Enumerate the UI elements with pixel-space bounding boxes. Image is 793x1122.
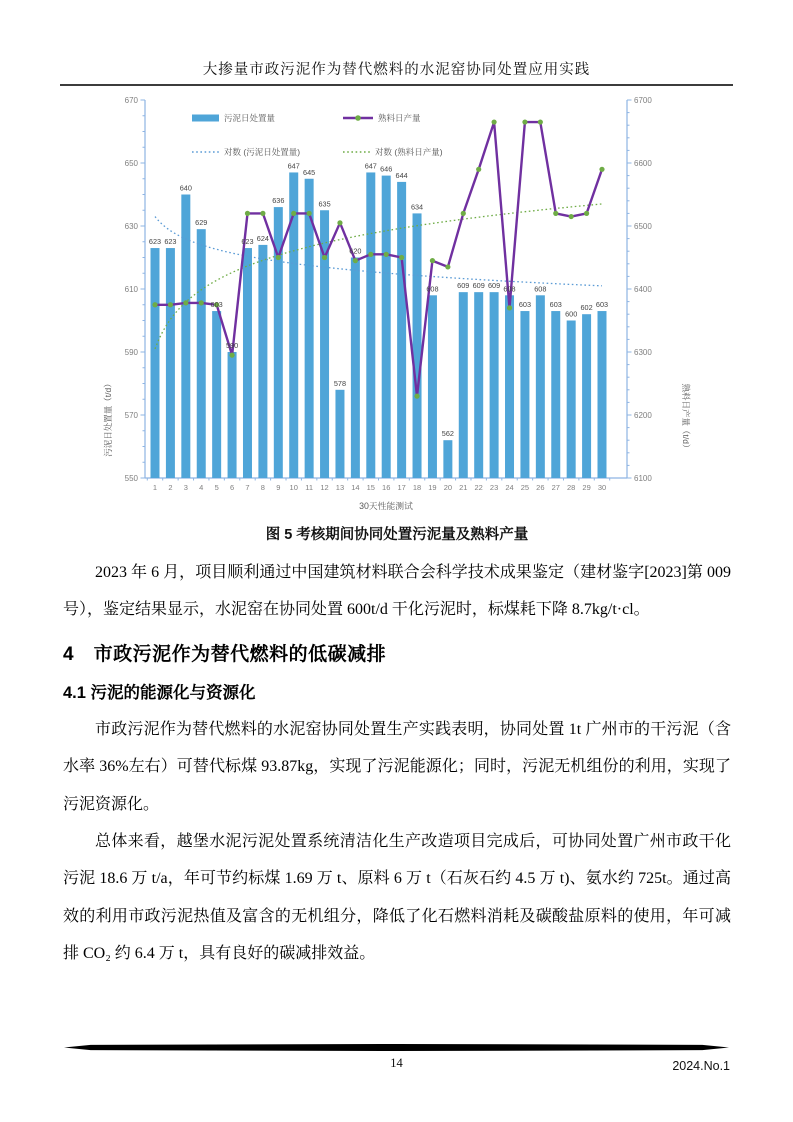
figure5-chart xyxy=(97,88,697,520)
bar-day-21 xyxy=(459,292,468,478)
clinker-marker-day-23 xyxy=(492,119,497,124)
svg-text:27: 27 xyxy=(551,483,560,492)
svg-text:608: 608 xyxy=(534,284,547,294)
svg-text:4: 4 xyxy=(199,483,204,492)
clinker-marker-day-26 xyxy=(538,119,543,124)
svg-text:11: 11 xyxy=(305,483,314,492)
clinker-marker-day-9 xyxy=(276,255,281,260)
svg-text:26: 26 xyxy=(536,483,545,492)
section-heading-4-1: 4.1 污泥的能源化与资源化 xyxy=(63,683,256,702)
bar-day-15 xyxy=(366,172,375,478)
svg-text:630: 630 xyxy=(124,221,138,231)
svg-text:609: 609 xyxy=(488,281,501,291)
svg-text:623: 623 xyxy=(241,237,254,247)
clinker-marker-day-11 xyxy=(307,211,312,216)
clinker-marker-day-19 xyxy=(430,258,435,263)
clinker-marker-day-16 xyxy=(384,252,389,257)
svg-text:29: 29 xyxy=(582,483,591,492)
clinker-marker-day-12 xyxy=(322,255,327,260)
svg-text:对数 (污泥日处置量): 对数 (污泥日处置量) xyxy=(224,147,301,157)
svg-text:550: 550 xyxy=(124,473,138,483)
svg-text:590: 590 xyxy=(225,341,239,350)
svg-text:30天性能测试: 30天性能测试 xyxy=(359,501,413,511)
svg-text:610: 610 xyxy=(124,284,138,294)
clinker-marker-day-4 xyxy=(199,300,204,305)
svg-text:603: 603 xyxy=(518,300,532,310)
header-rule xyxy=(60,84,733,86)
chart-bars xyxy=(148,172,607,478)
svg-text:590: 590 xyxy=(124,347,138,357)
svg-text:602: 602 xyxy=(580,303,593,313)
svg-text:7: 7 xyxy=(245,483,250,492)
bar-day-18 xyxy=(413,213,422,478)
page-number: 14 xyxy=(390,1056,403,1070)
svg-text:600: 600 xyxy=(565,309,578,319)
clinker-marker-day-27 xyxy=(553,211,558,216)
svg-text:650: 650 xyxy=(124,158,138,168)
clinker-marker-day-30 xyxy=(599,167,604,172)
clinker-marker-day-15 xyxy=(368,252,373,257)
x-axis-ticks xyxy=(147,478,609,492)
bar-day-10 xyxy=(289,172,298,478)
clinker-marker-day-14 xyxy=(353,258,358,263)
svg-text:9: 9 xyxy=(276,483,281,492)
svg-text:10: 10 xyxy=(289,483,298,492)
svg-text:2: 2 xyxy=(168,483,173,492)
trend-clinker-log xyxy=(155,204,602,349)
svg-text:熟料日产量: 熟料日产量 xyxy=(378,113,421,123)
svg-text:6400: 6400 xyxy=(634,284,652,294)
svg-text:570: 570 xyxy=(124,410,138,420)
svg-text:21: 21 xyxy=(459,483,468,492)
svg-text:646: 646 xyxy=(380,164,393,174)
bar-day-19 xyxy=(428,295,437,478)
bar-day-25 xyxy=(520,311,529,478)
clinker-marker-day-17 xyxy=(399,255,404,260)
svg-text:6500: 6500 xyxy=(634,221,652,231)
svg-text:16: 16 xyxy=(382,483,391,492)
svg-text:624: 624 xyxy=(256,233,269,243)
svg-text:15: 15 xyxy=(366,483,375,492)
svg-text:647: 647 xyxy=(287,161,300,171)
issue-label: 2024.No.1 xyxy=(672,1059,730,1073)
svg-text:640: 640 xyxy=(179,183,192,193)
svg-text:14: 14 xyxy=(351,483,360,492)
bar-day-28 xyxy=(567,321,576,479)
figure5-chart-container xyxy=(97,88,697,520)
clinker-marker-day-24 xyxy=(507,305,512,310)
svg-text:608: 608 xyxy=(426,284,439,294)
svg-text:578: 578 xyxy=(333,378,347,388)
clinker-marker-day-3 xyxy=(183,300,188,305)
svg-text:636: 636 xyxy=(272,196,285,206)
bar-day-22 xyxy=(474,292,483,478)
clinker-marker-day-13 xyxy=(337,220,342,225)
trend-sludge-log xyxy=(155,217,602,286)
clinker-marker-day-25 xyxy=(522,119,527,124)
right-axis-ticks xyxy=(627,96,652,483)
chart-legend xyxy=(192,113,443,157)
clinker-marker-day-8 xyxy=(260,211,265,216)
bar-day-13 xyxy=(335,390,344,478)
svg-text:13: 13 xyxy=(335,483,345,492)
bar-day-1 xyxy=(151,248,160,478)
svg-text:熟料日产量（t/d）: 熟料日产量（t/d） xyxy=(681,383,691,453)
svg-text:23: 23 xyxy=(489,483,499,492)
svg-text:对数 (熟料日产量): 对数 (熟料日产量) xyxy=(375,147,443,157)
left-axis-ticks xyxy=(125,96,145,483)
clinker-marker-day-18 xyxy=(414,394,419,399)
bar-day-2 xyxy=(166,248,175,478)
svg-text:603: 603 xyxy=(595,300,609,310)
svg-text:623: 623 xyxy=(164,237,177,247)
svg-text:609: 609 xyxy=(457,281,470,291)
svg-text:6200: 6200 xyxy=(634,410,652,420)
bar-day-7 xyxy=(243,248,252,478)
section-heading-4: 4 市政污泥作为替代燃料的低碳减排 xyxy=(63,643,387,665)
bar-day-23 xyxy=(490,292,499,478)
svg-text:620: 620 xyxy=(349,246,362,256)
svg-text:污泥日处置量（t/d）: 污泥日处置量（t/d） xyxy=(103,379,113,457)
svg-text:603: 603 xyxy=(549,300,562,310)
svg-text:670: 670 xyxy=(124,95,138,105)
svg-text:603: 603 xyxy=(210,300,223,310)
svg-text:608: 608 xyxy=(503,284,516,294)
clinker-marker-day-1 xyxy=(152,302,157,307)
clinker-marker-day-20 xyxy=(445,264,450,269)
bar-day-14 xyxy=(351,258,360,479)
svg-text:635: 635 xyxy=(318,199,331,209)
svg-text:609: 609 xyxy=(472,281,485,291)
main-content xyxy=(63,523,731,973)
clinker-marker-day-10 xyxy=(291,211,296,216)
svg-text:18: 18 xyxy=(412,483,422,492)
bar-day-16 xyxy=(382,176,391,478)
svg-text:6100: 6100 xyxy=(634,473,652,483)
svg-text:污泥日处置量: 污泥日处置量 xyxy=(224,113,276,123)
svg-text:644: 644 xyxy=(395,170,408,180)
bar-day-8 xyxy=(258,245,267,478)
bar-day-6 xyxy=(228,352,237,478)
paragraph-energy-resource: 市政污泥作为替代燃料的水泥窑协同处置生产实践表明，协同处置 1t 广州市的干污泥（含水率 36%左右）可替代标煤 93.87kg，实现了污泥能源化；同时，污泥无机组份的利用，实现了污泥资源化。 xyxy=(63,720,731,813)
svg-text:17: 17 xyxy=(397,483,406,492)
footer-rule xyxy=(64,1044,729,1051)
clinker-marker-day-7 xyxy=(245,211,250,216)
svg-text:5: 5 xyxy=(214,483,219,492)
svg-text:6: 6 xyxy=(229,483,235,492)
paragraph-appraisal: 2023 年 6 月，项目顺利通过中国建筑材料联合会科学技术成果鉴定（建材鉴字[2023]第 009 号），鉴定结果显示，水泥窑在协同处置 600t/d 干化污泥时，标煤耗下降 8.7kg/t·cl。 xyxy=(63,564,731,619)
paragraph-overall-benefit: 总体来看，越堡水泥污泥处置系统清洁化生产改造项目完成后，可协同处置广州市政干化污泥 18.6 万 t/a，年可节约标煤 1.69 万 t、原料 6 万 t（石灰石约 4.5 万 t)、氨水约 725t。通过高效的利用市政污泥热值及富含的无机组分，降低了化石燃料消耗及碳酸盐原料的使用，年可减排 CO₂ 约 6.4 万 t，具有良好的碳减排效益。 xyxy=(63,833,731,963)
bar-day-17 xyxy=(397,182,406,478)
clinker-marker-day-6 xyxy=(229,353,234,358)
svg-text:6600: 6600 xyxy=(634,158,652,168)
clinker-marker-day-28 xyxy=(569,214,574,219)
svg-text:24: 24 xyxy=(505,483,514,492)
svg-text:623: 623 xyxy=(148,237,162,247)
svg-text:20: 20 xyxy=(443,483,453,492)
svg-text:22: 22 xyxy=(474,483,483,492)
svg-text:629: 629 xyxy=(195,218,208,228)
bar-day-20 xyxy=(443,440,452,478)
svg-text:30: 30 xyxy=(597,483,607,492)
figure-caption: 图 5 考核期间协同处置污泥量及熟料产量 xyxy=(265,527,529,543)
svg-text:634: 634 xyxy=(410,202,424,212)
svg-text:25: 25 xyxy=(520,483,530,492)
svg-text:19: 19 xyxy=(428,483,437,492)
svg-text:8: 8 xyxy=(260,483,265,492)
clinker-marker-day-29 xyxy=(584,211,589,216)
svg-text:562: 562 xyxy=(441,429,454,439)
svg-text:3: 3 xyxy=(183,483,188,492)
bar-day-5 xyxy=(212,311,221,478)
bar-day-24 xyxy=(505,295,514,478)
svg-text:645: 645 xyxy=(303,167,316,177)
bar-day-29 xyxy=(582,314,591,478)
svg-text:647: 647 xyxy=(364,161,377,171)
svg-text:6700: 6700 xyxy=(634,95,652,105)
bar-day-30 xyxy=(598,311,607,478)
bar-day-26 xyxy=(536,295,545,478)
bar-day-4 xyxy=(197,229,206,478)
svg-text:28: 28 xyxy=(567,483,576,492)
svg-text:12: 12 xyxy=(320,483,329,492)
svg-text:6300: 6300 xyxy=(634,347,652,357)
svg-text:1: 1 xyxy=(152,483,158,492)
clinker-marker-day-21 xyxy=(461,211,466,216)
header-title: 大掺量市政污泥作为替代燃料的水泥窑协同处置应用实践 xyxy=(202,62,591,78)
clinker-marker-day-22 xyxy=(476,167,481,172)
bar-day-27 xyxy=(551,311,560,478)
clinker-marker-day-2 xyxy=(168,302,173,307)
